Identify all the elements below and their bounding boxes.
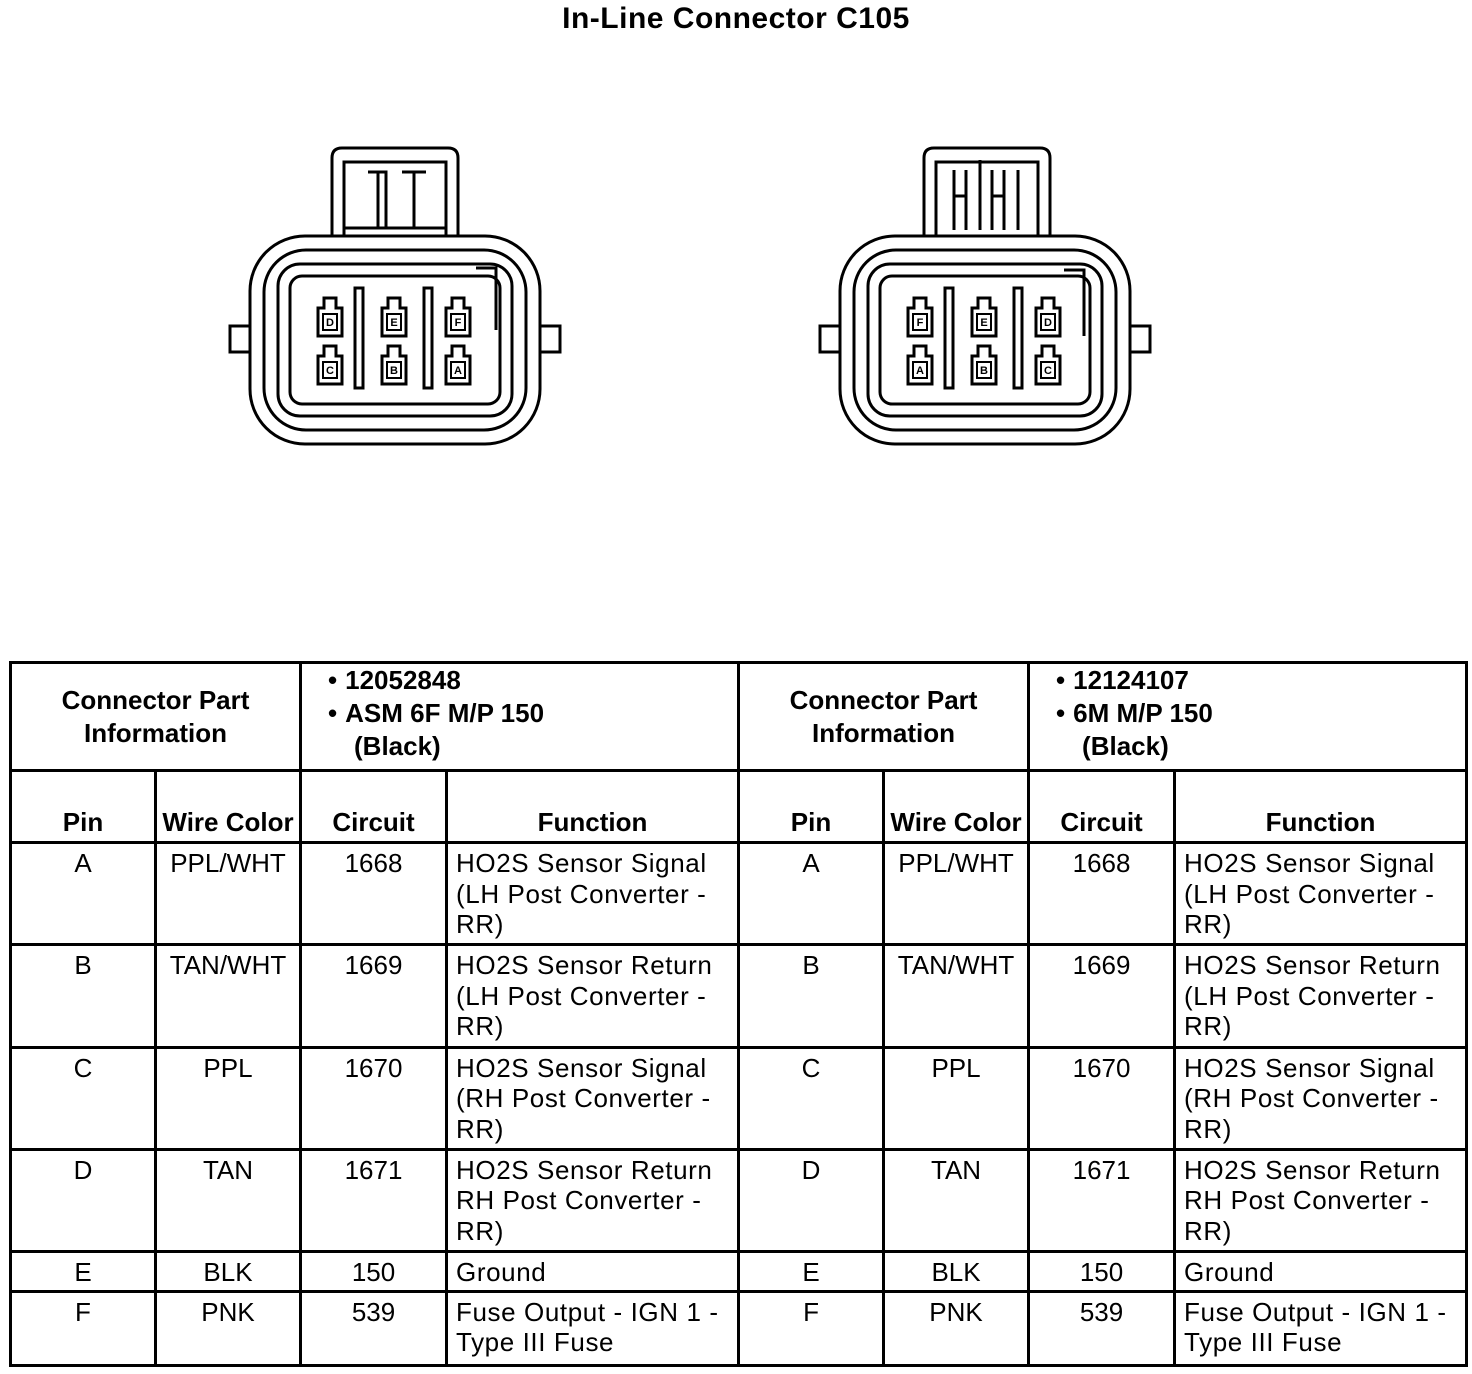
wire-color-cell: PPL/WHT: [156, 843, 301, 945]
header-circuit: Circuit: [1029, 771, 1175, 843]
wire-color-cell: TAN/WHT: [156, 945, 301, 1047]
cavity-label: A: [454, 365, 462, 377]
part-number-right: • 12124107: [1070, 664, 1465, 697]
pin-cell: E: [739, 1251, 884, 1291]
wire-color-cell: PNK: [884, 1291, 1029, 1365]
cavity-c: [318, 346, 342, 384]
function-cell: HO2S Sensor Signal (LH Post Converter - RR): [1175, 843, 1467, 945]
function-cell: Ground: [447, 1251, 739, 1291]
wire-color-cell: TAN/WHT: [884, 945, 1029, 1047]
cavity-b: [972, 346, 996, 384]
cavity-d: [1036, 298, 1060, 336]
cavity-label: D: [1044, 317, 1052, 329]
header-function: Function: [447, 771, 739, 843]
diagram-title: In-Line Connector C105: [562, 2, 910, 35]
cavity-label: C: [1044, 365, 1052, 377]
wire-color-cell: TAN: [156, 1149, 301, 1251]
cavity-e: [972, 298, 996, 336]
header-circuit: Circuit: [301, 771, 447, 843]
wire-color-cell: PPL: [884, 1047, 1029, 1149]
header-pin: Pin: [11, 771, 156, 843]
function-cell: HO2S Sensor Return RH Post Converter - RR): [1175, 1149, 1467, 1251]
function-cell: HO2S Sensor Return (LH Post Converter - RR): [447, 945, 739, 1047]
connector-part-label-right: Connector Part Information: [739, 663, 1029, 771]
cavity-label: E: [980, 317, 988, 329]
circuit-cell: 1668: [1029, 843, 1175, 945]
circuit-cell: 1671: [301, 1149, 447, 1251]
cavity-label: B: [980, 365, 988, 377]
header-pin: Pin: [739, 771, 884, 843]
circuit-cell: 1671: [1029, 1149, 1175, 1251]
circuit-cell: 1669: [301, 945, 447, 1047]
function-cell: HO2S Sensor Signal (LH Post Converter - RR): [447, 843, 739, 945]
function-cell: HO2S Sensor Return (LH Post Converter - RR): [1175, 945, 1467, 1047]
cavity-label: B: [390, 365, 398, 377]
header-wire-color: Wire Color: [156, 771, 301, 843]
left-cavity-group: [318, 298, 470, 384]
wire-color-cell: PNK: [156, 1291, 301, 1365]
function-cell: Fuse Output - IGN 1 - Type III Fuse: [1175, 1291, 1467, 1365]
pin-cell: F: [11, 1291, 156, 1365]
cavity-f: [908, 298, 932, 336]
function-cell: HO2S Sensor Signal (RH Post Converter - RR): [1175, 1047, 1467, 1149]
part-color-left: (Black): [354, 731, 441, 761]
cavity-label: C: [326, 365, 334, 377]
cavity-label: E: [390, 317, 398, 329]
pin-cell: B: [11, 945, 156, 1047]
circuit-cell: 1668: [301, 843, 447, 945]
circuit-cell: 150: [1029, 1251, 1175, 1291]
table-row: [11, 1047, 1467, 1149]
wire-color-cell: PPL: [156, 1047, 301, 1149]
part-number-left: • 12052848: [342, 664, 737, 697]
circuit-cell: 1670: [301, 1047, 447, 1149]
circuit-cell: 1670: [1029, 1047, 1175, 1149]
connector-part-label-left: Connector Part Information: [11, 663, 301, 771]
cavity-b: [382, 346, 406, 384]
cavity-a: [446, 346, 470, 384]
part-color-right: (Black): [1082, 731, 1169, 761]
pin-cell: D: [11, 1149, 156, 1251]
part-description-left: • ASM 6F M/P 150: [342, 697, 737, 730]
cavity-c: [1036, 346, 1060, 384]
right-cavity-group: [908, 298, 1060, 384]
connector-right-diagram: [808, 140, 1158, 450]
function-cell: Fuse Output - IGN 1 - Type III Fuse: [447, 1291, 739, 1365]
table-row: [11, 1251, 1467, 1291]
pin-cell: C: [739, 1047, 884, 1149]
function-cell: Ground: [1175, 1251, 1467, 1291]
header-wire-color: Wire Color: [884, 771, 1029, 843]
table-row: [11, 1149, 1467, 1251]
pin-cell: D: [739, 1149, 884, 1251]
circuit-cell: 1669: [1029, 945, 1175, 1047]
cavity-label: A: [916, 365, 924, 377]
table-row: [11, 1291, 1467, 1365]
connector-part-info-right: [1029, 663, 1467, 771]
circuit-cell: 150: [301, 1251, 447, 1291]
pin-table: [9, 661, 1468, 1367]
connector-part-info-left: [301, 663, 739, 771]
cavity-label: F: [916, 317, 924, 329]
header-function: Function: [1175, 771, 1467, 843]
pin-cell: C: [11, 1047, 156, 1149]
function-cell: HO2S Sensor Return RH Post Converter - RR): [447, 1149, 739, 1251]
wire-color-cell: TAN: [884, 1149, 1029, 1251]
wire-color-cell: BLK: [156, 1251, 301, 1291]
circuit-cell: 539: [301, 1291, 447, 1365]
cavity-e: [382, 298, 406, 336]
pin-cell: B: [739, 945, 884, 1047]
part-info-row: [11, 663, 1467, 771]
pin-cell: A: [11, 843, 156, 945]
cavity-f: [446, 298, 470, 336]
connector-left-diagram: [218, 140, 568, 450]
pin-cell: E: [11, 1251, 156, 1291]
cavity-d: [318, 298, 342, 336]
cavity-label: F: [454, 317, 462, 329]
cavity-a: [908, 346, 932, 384]
table-row: [11, 945, 1467, 1047]
circuit-cell: 539: [1029, 1291, 1175, 1365]
wire-color-cell: BLK: [884, 1251, 1029, 1291]
cavity-label: D: [326, 317, 334, 329]
pin-cell: F: [739, 1291, 884, 1365]
pin-cell: A: [739, 843, 884, 945]
part-description-right: • 6M M/P 150: [1070, 697, 1465, 730]
function-cell: HO2S Sensor Signal (RH Post Converter - RR): [447, 1047, 739, 1149]
table-row: [11, 843, 1467, 945]
column-header-row: [11, 771, 1467, 843]
wire-color-cell: PPL/WHT: [884, 843, 1029, 945]
